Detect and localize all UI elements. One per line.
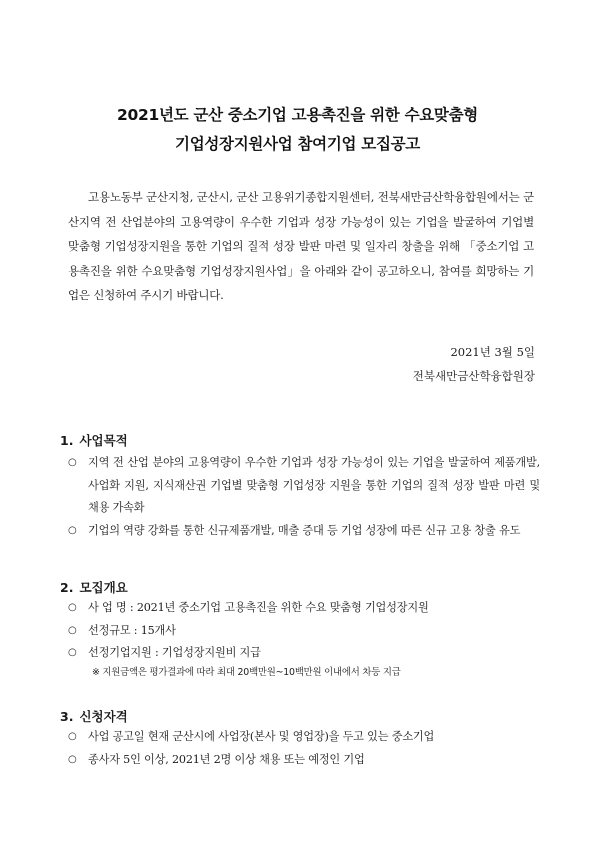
list-item [60, 642, 540, 665]
section-title: 신청자격 [79, 709, 128, 724]
section-title: 모집개요 [79, 580, 128, 595]
list-item-text: 사 업 명 : 2021년 중소기업 고용촉진을 위한 수요 맞춤형 기업성장지원 [88, 601, 429, 614]
bullet-circle-icon: ○ [68, 524, 77, 536]
list-item [60, 597, 540, 620]
list-item-text: 종사자 5인 이상, 2021년 2명 이상 채용 또는 예정인 기업 [88, 752, 365, 766]
document-title-line-2: 기업성장지원사업 참여기업 모집공고 [175, 135, 420, 153]
section-number: 1. [60, 433, 74, 448]
list-item [60, 452, 540, 520]
bullet-circle-icon: ○ [68, 624, 77, 636]
funding-note: ※ 지원금액은 평가결과에 따라 최대 20백만원~10백만원 이내에서 차등 지급 [92, 667, 401, 678]
list-item-text: 선정기업지원 : 기업성장지원비 지급 [88, 646, 261, 660]
bullet-circle-icon: ○ [68, 457, 77, 468]
list-item [60, 520, 540, 543]
eligibility-list [60, 726, 540, 771]
list-item [60, 620, 540, 643]
bullet-circle-icon: ○ [68, 753, 77, 765]
list-item-text: 선정규모 : 15개사 [88, 623, 176, 637]
section-heading-purpose [60, 431, 128, 449]
section-heading-overview [60, 578, 128, 596]
list-item [60, 749, 540, 772]
list-item-text: 지역 전 산업 분야의 고용역량이 우수한 기업과 성장 가능성이 있는 기업을 발굴하여 제품개발, 사업화 지원, 지식재산권 기업별 맞춤형 기업성장 지원을 통한 기업의 질적 성장 발판 마련 및 채용 가속화 [88, 456, 540, 515]
intro-paragraph: 고용노동부 군산지청, 군산시, 군산 고용위기종합지원센터, 전북새만금산학융합원에서는 군산지역 전 산업분야의 고용역량이 우수한 기업과 성장 가능성이 있는 기업을 발굴하여 기업별 맞춤형 기업성장지원을 통한 기업의 질적 성장 발판 마련 및 일자리 창출을 위해 「중소기업 고용촉진을 위한 수요맞춤형 기업성장지원사업」을 아래와 같이 공고하오니, 참여를 희망하는 기업은 신청하여 주시기 바랍니다. [68, 190, 534, 303]
overview-list [60, 597, 540, 665]
purpose-list [60, 452, 540, 542]
announcement-date: 2021년 3월 5일 [450, 345, 535, 359]
document-title-line-1: 2021년도 군산 중소기업 고용촉진을 위한 수요맞춤형 [117, 106, 478, 124]
list-item-text: 사업 공고일 현재 군산시에 사업장(본사 및 영업장)을 두고 있는 중소기업 [88, 730, 435, 743]
bullet-circle-icon: ○ [68, 731, 77, 742]
section-title: 사업목적 [79, 433, 128, 448]
bullet-circle-icon: ○ [68, 647, 77, 659]
bullet-circle-icon: ○ [68, 602, 77, 613]
section-number: 2. [60, 580, 74, 595]
section-heading-eligibility [60, 707, 128, 725]
issuing-organization: 전북새만금산학융합원장 [412, 369, 535, 383]
section-number: 3. [60, 709, 74, 724]
list-item-text: 기업의 역량 강화를 통한 신규제품개발, 매출 증대 등 기업 성장에 따른 신규 고용 창출 유도 [88, 523, 521, 537]
list-item [60, 726, 540, 749]
